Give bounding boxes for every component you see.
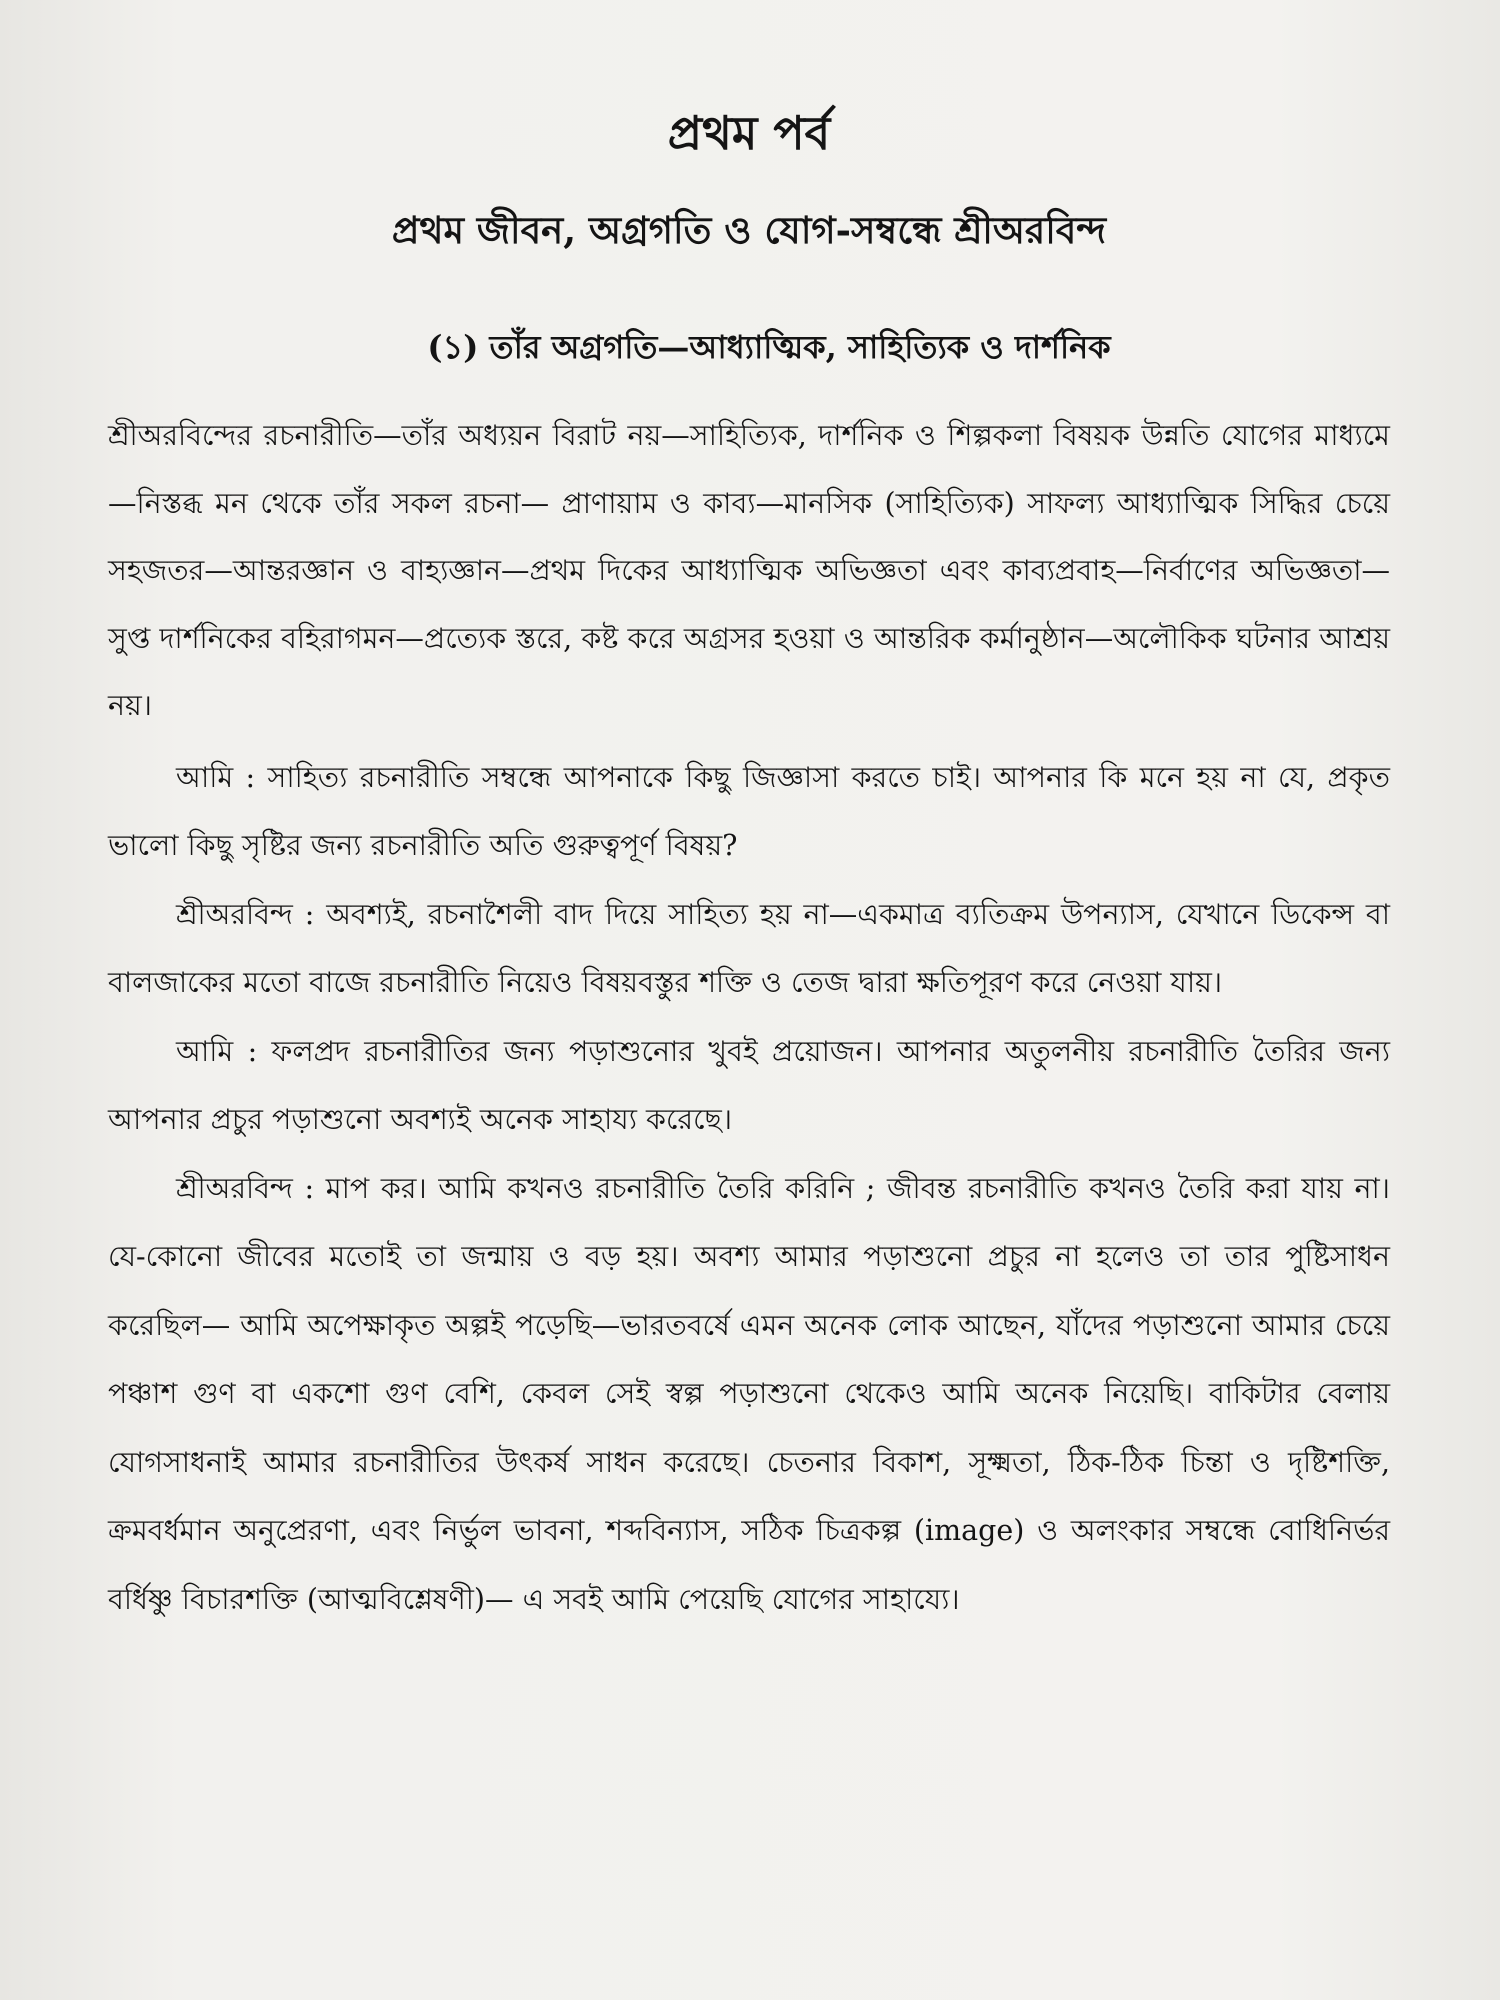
dialogue-paragraph: আমি : ফলপ্রদ রচনারীতির জন্য পড়াশুনোর খুবই প্রয়োজন। আপনার অতুলনীয় রচনারীতি তৈরির জন্য আপনার প্রচুর পড়াশুনো অবশ্যই অনেক সাহায্য করেছে। <box>108 1034 1390 1136</box>
chapter-title: প্রথম জীবন, অগ্রগতি ও যোগ-সম্বন্ধে শ্রীঅরবিন্দ <box>391 208 1107 252</box>
dialogue-paragraph: শ্রীঅরবিন্দ : অবশ্যই, রচনাশৈলী বাদ দিয়ে সাহিত্য হয় না—একমাত্র ব্যতিক্রম উপন্যাস, যেখানে ডিকেন্স বা বালজাকের মতো বাজে রচনারীতি নিয়েও বিষয়বস্তুর শক্তি ও তেজ দ্বারা ক্ষতিপূরণ করে নেওয়া যায়। <box>108 897 1390 999</box>
section-title: (১) তাঁর অগ্রগতি—আধ্যাত্মিক, সাহিত্যিক ও দার্শনিক <box>427 328 1111 366</box>
dialogue-paragraph: আমি : সাহিত্য রচনারীতি সম্বন্ধে আপনাকে কিছু জিজ্ঞাসা করতে চাই। আপনার কি মনে হয় না যে, প্রকৃত ভালো কিছু সৃষ্টির জন্য রচনারীতি অতি গুরুত্বপূর্ণ বিষয়? <box>108 760 1390 862</box>
chapter-summary-paragraph: শ্রীঅরবিন্দের রচনারীতি—তাঁর অধ্যয়ন বিরাট নয়—সাহিত্যিক, দার্শনিক ও শিল্পকলা বিষয়ক উন্নতি যোগের মাধ্যমে—নিস্তব্ধ মন থেকে তাঁর সকল রচনা— প্রাণায়াম ও কাব্য—মানসিক (সাহিত্যিক) সাফল্য আধ্যাত্মিক সিদ্ধির চেয়ে সহজতর—আন্তরজ্ঞান ও বাহ্যজ্ঞান—প্রথম দিকের আধ্যাত্মিক অভিজ্ঞতা এবং কাব্যপ্রবাহ—নির্বাণের অভিজ্ঞতা—সুপ্ত দার্শনিকের বহিরাগমন—প্রত্যেক স্তরে, কষ্ট করে অগ্রসর হওয়া ও আন্তরিক কর্মানুষ্ঠান—অলৌকিক ঘটনার আশ্রয় নয়। <box>108 419 1390 722</box>
part-title: প্রথম পর্ব <box>667 106 831 160</box>
dialogue-paragraph: শ্রীঅরবিন্দ : মাপ কর। আমি কখনও রচনারীতি তৈরি করিনি ; জীবন্ত রচনারীতি কখনও তৈরি করা যায় না। যে-কোনো জীবের মতোই তা জন্মায় ও বড় হয়। অবশ্য আমার পড়াশুনো প্রচুর না হলেও তা তার পুষ্টিসাধন করেছিল— আমি অপেক্ষাকৃত অল্পই পড়েছি—ভারতবর্ষে এমন অনেক লোক আছেন, যাঁদের পড়াশুনো আমার চেয়ে পঞ্চাশ গুণ বা একশো গুণ বেশি, কেবল সেই স্বল্প পড়াশুনো থেকেও আমি অনেক নিয়েছি। বাকিটার বেলায় যোগসাধনাই আমার রচনারীতির উৎকর্ষ সাধন করেছে। চেতনার বিকাশ, সূক্ষ্মতা, ঠিক-ঠিক চিন্তা ও দৃষ্টিশক্তি, ক্রমবর্ধমান অনুপ্রেরণা, এবং নির্ভুল ভাবনা, শব্দবিন্যাস, সঠিক চিত্রকল্প (image) ও অলংকার সম্বন্ধে বোধিনির্ভর বর্ধিষ্ণু বিচারশক্তি (আত্মবিশ্লেষণী)— এ সবই আমি পেয়েছি যোগের সাহায্যে। <box>108 1171 1390 1616</box>
